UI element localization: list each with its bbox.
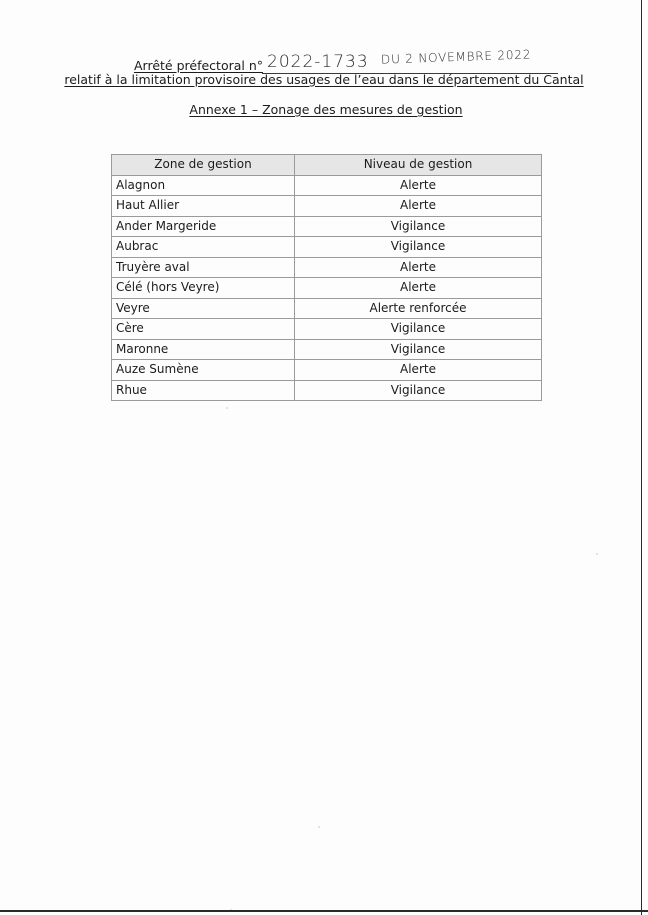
scan-speck — [318, 826, 320, 828]
annex-title: Annexe 1 – Zonage des mesures de gestion — [189, 102, 463, 117]
zone-cell: Truyère aval — [112, 257, 295, 278]
column-header-level: Niveau de gestion — [295, 155, 542, 176]
level-cell: Alerte renforcée — [295, 298, 542, 319]
scan-speck — [596, 553, 598, 555]
table-row — [112, 339, 542, 360]
zone-cell: Aubrac — [112, 237, 295, 258]
table-row — [112, 257, 542, 278]
scan-speck — [226, 407, 228, 409]
zone-cell: Ander Margeride — [112, 216, 295, 237]
level-cell: Alerte — [295, 257, 542, 278]
handwritten-decree-number: 2022-1733 — [267, 52, 369, 72]
scan-border-right — [641, 0, 642, 915]
zone-cell: Veyre — [112, 298, 295, 319]
table-header-row — [112, 155, 542, 176]
table-row — [112, 237, 542, 258]
zone-cell: Rhue — [112, 380, 295, 401]
zone-cell: Cère — [112, 319, 295, 340]
zone-cell: Alagnon — [112, 175, 295, 196]
zone-cell: Haut Allier — [112, 196, 295, 217]
level-cell: Vigilance — [295, 216, 542, 237]
scan-border-bottom — [0, 910, 648, 912]
zone-cell: Célé (hors Veyre) — [112, 278, 295, 299]
management-zones-table — [111, 154, 542, 401]
table-row — [112, 196, 542, 217]
level-cell: Vigilance — [295, 237, 542, 258]
level-cell: Alerte — [295, 360, 542, 381]
column-header-zone: Zone de gestion — [112, 155, 295, 176]
decree-subtitle: relatif à la limitation provisoire des usages de l’eau dans le département du Cantal — [64, 72, 584, 87]
table-row — [112, 175, 542, 196]
table-row — [112, 319, 542, 340]
zone-cell: Maronne — [112, 339, 295, 360]
level-cell: Vigilance — [295, 319, 542, 340]
level-cell: Alerte — [295, 196, 542, 217]
table-row — [112, 216, 542, 237]
decree-label: Arrêté préfectoral n° — [134, 58, 264, 73]
table-row — [112, 380, 542, 401]
table-row — [112, 360, 542, 381]
level-cell: Vigilance — [295, 380, 542, 401]
table-row — [112, 298, 542, 319]
table-row — [112, 278, 542, 299]
handwritten-decree-date: DU 2 NOVEMBRE 2022 — [380, 47, 532, 67]
level-cell: Alerte — [295, 278, 542, 299]
level-cell: Alerte — [295, 175, 542, 196]
zone-cell: Auze Sumène — [112, 360, 295, 381]
level-cell: Vigilance — [295, 339, 542, 360]
